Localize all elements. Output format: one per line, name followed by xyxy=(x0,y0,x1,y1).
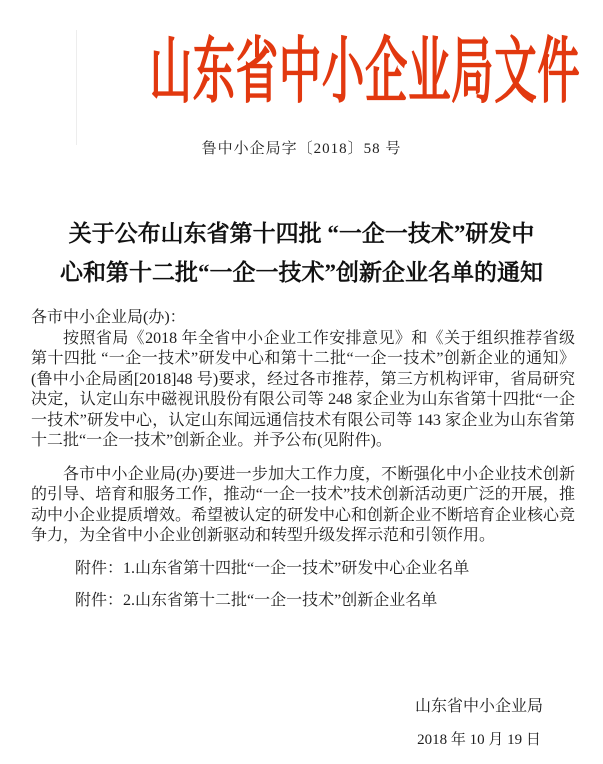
attachment-line-2: 附件：2.山东省第十二批“一企一技术”创新企业名单 xyxy=(75,592,438,609)
issue-date: 2018 年 10 月 19 日 xyxy=(417,732,541,748)
attachments-list xyxy=(75,559,469,611)
salutation: 各市中小企业局(办)： xyxy=(31,309,186,326)
notice-title-line2: 心和第十二批“一企一技术”创新企业名单的通知 xyxy=(60,260,543,285)
scan-edge-artifact xyxy=(76,30,77,145)
notice-title-line1: 关于公布山东省第十四批 “一企一技术”研发中 xyxy=(68,221,535,246)
notice-title xyxy=(0,214,603,292)
attachment-line-1: 附件：1.山东省第十四批“一企一技术”研发中心企业名单 xyxy=(75,560,470,577)
agency-header xyxy=(0,34,603,110)
signature-block xyxy=(415,697,543,750)
body-paragraph-1: 按照省局《2018 年全省中小企业工作安排意见》和《关于组织推荐省级第十四批 “一企一技术”研发中心和第十二批“一企一技术”创新企业的通知》(鲁中小企局函[2018]48 号)要求，经过各市推荐，第三方机构评审，省局研究决定，认定山东中磁视讯股份有限公司等 248 家企业为山东省第十四批“一企一技术”研发中心，认定山东闻远通信技术有限公司等 143 家企业为山东省第十二批“一企一技术”创新企业。并予公布(见附件)。 xyxy=(31,329,575,449)
body-paragraph-2: 各市中小企业局(办)要进一步加大工作力度，不断强化中小企业技术创新的引导、培育和服务工作，推动“一企一技术”技术创新活动更广泛的开展，推动中小企业提质增效。希望被认定的研发中心和创新企业不断培育企业核心竞争力，为全省中小企业创新驱动和转型升级发挥示范和引领作用。 xyxy=(31,465,576,544)
document-body xyxy=(31,308,575,547)
document-number: 鲁中小企局字〔2018〕58 号 xyxy=(201,141,402,157)
agency-header-title: 山东省中小企业局文件 xyxy=(149,32,581,112)
issuing-agency: 山东省中小企业局 xyxy=(414,698,543,715)
